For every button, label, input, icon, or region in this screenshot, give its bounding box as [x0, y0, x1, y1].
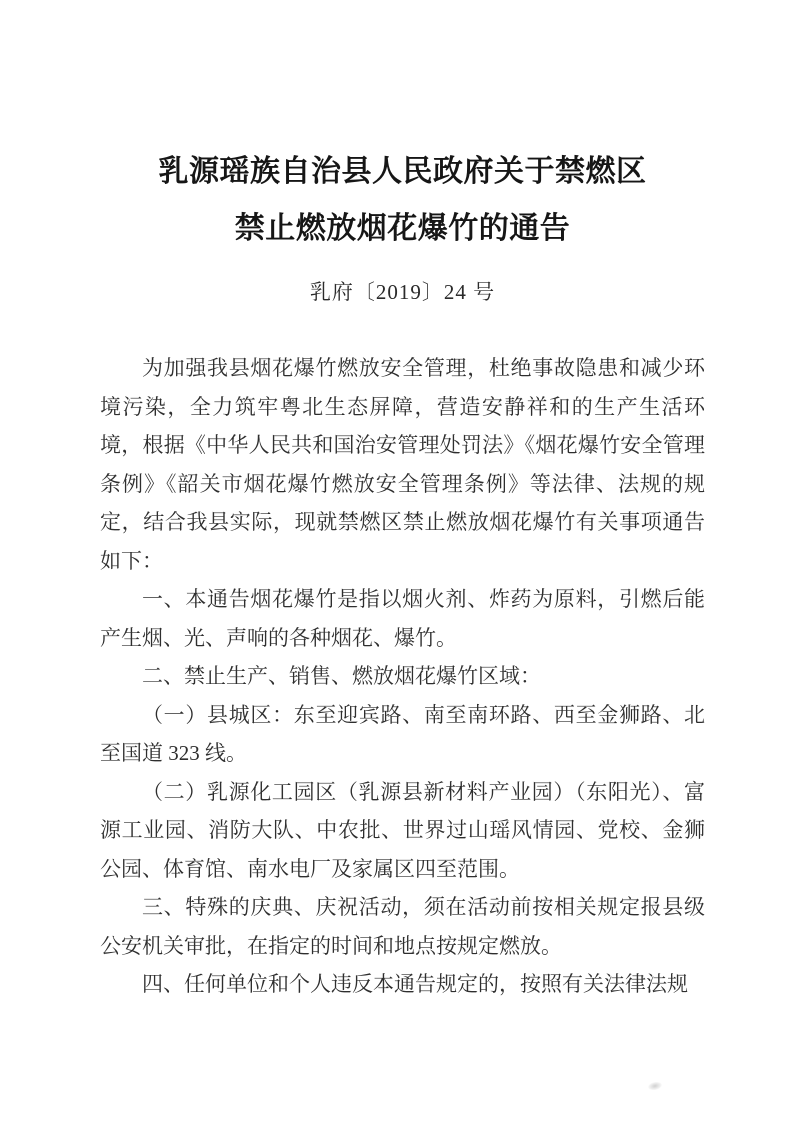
- body-paragraph-item-2: 二、禁止生产、销售、燃放烟花爆竹区域：: [142, 664, 541, 688]
- notice-title-line-1: 乳源瑶族自治县人民政府关于禁燃区: [158, 155, 647, 188]
- body-paragraph-item-2-sub-2: （二）乳源化工园区（乳源县新材料产业园）（东阳光）、富源工业园、消防大队、中农批、世界过山瑶风情园、党校、金狮公园、体育馆、南水电厂及家属区四至范围。: [100, 779, 705, 881]
- body-paragraph-item-2-sub-1: （一）县城区：东至迎宾路、南至南环路、西至金狮路、北至国道 323 线。: [100, 702, 705, 765]
- notice-title: [100, 143, 705, 257]
- document-number: 乳府〔2019〕24 号: [309, 280, 496, 304]
- body-paragraph-preamble: 为加强我县烟花爆竹燃放安全管理，杜绝事故隐患和减少环境污染，全力筑牢粤北生态屏障，营造安静祥和的生产生活环境，根据《中华人民共和国治安管理处罚法》《烟花爆竹安全管理条例》《韶关市烟花爆竹燃放安全管理条例》等法律、法规的规定，结合我县实际，现就禁燃区禁止燃放烟花爆竹有关事项通告如下：: [100, 356, 705, 573]
- notice-title-line-2: 禁止燃放烟花爆竹的通告: [234, 212, 571, 245]
- notice-body: [100, 349, 705, 1004]
- body-paragraph-item-4: 四、任何单位和个人违反本通告规定的，按照有关法律法规: [142, 972, 688, 996]
- body-paragraph-item-1: 一、本通告烟花爆竹是指以烟火剂、炸药为原料，引燃后能产生烟、光、声响的各种烟花、爆竹。: [100, 587, 705, 650]
- notice-content: [100, 0, 705, 1004]
- scan-artifact: [647, 1081, 662, 1092]
- body-paragraph-item-3: 三、特殊的庆典、庆祝活动，须在活动前按相关规定报县级公安机关审批，在指定的时间和地点按规定燃放。: [100, 895, 705, 958]
